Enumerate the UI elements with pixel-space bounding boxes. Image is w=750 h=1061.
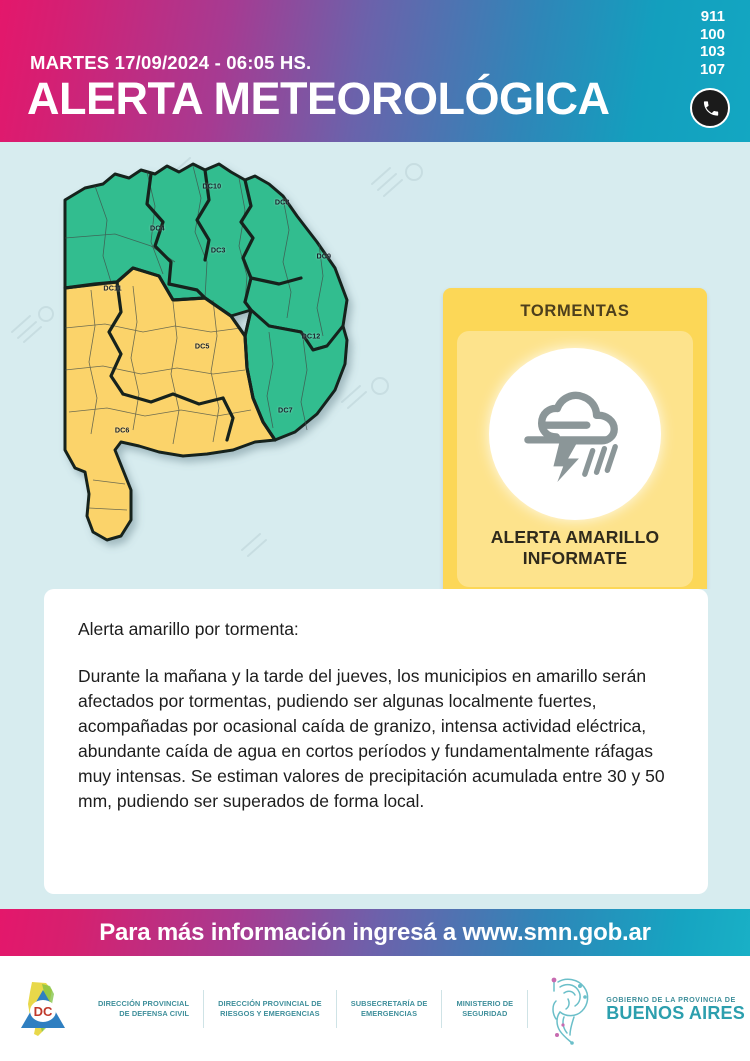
- header-banner: [0, 0, 750, 142]
- page-title: ALERTA METEOROLÓGICA: [27, 73, 610, 124]
- watermark-decor: [370, 156, 428, 208]
- phone-icon: [690, 88, 730, 128]
- footer-bar: [0, 956, 750, 1061]
- alert-level-line2: INFORMATE: [522, 548, 628, 569]
- description-paragraph: Durante la mañana y la tarde del jueves, los municipios en amarillo serán afectados por tormentas, pudiendo ser algunas localmente fuertes, acompañadas por ocasional caída de granizo, intensa actividad eléctrica, abundante caída de agua en cortos períodos y fundamentalmente ráfagas muy intensas. Se estiman valores de precipitación acumulada entre 30 y 50 mm, pudiendo ser superados de forma local.: [78, 665, 665, 811]
- watermark-decor: [8, 302, 58, 348]
- footer-org-line: EMERGENCIAS: [361, 1008, 418, 1018]
- government-logo-block: [544, 973, 745, 1045]
- more-info-bar[interactable]: [0, 909, 750, 956]
- footer-org-line: DIRECCIÓN PROVINCIAL DE: [218, 998, 322, 1008]
- phone-number-107: 107: [699, 61, 725, 79]
- footer-org-riesgos-emergencias: [204, 999, 336, 1019]
- map-label-dc7: DC7: [278, 405, 293, 415]
- alert-level-line1: ALERTA AMARILLO: [490, 527, 660, 547]
- footer-org-line: DIRECCIÓN PROVINCIAL: [98, 998, 190, 1008]
- province-map-svg: [55, 150, 375, 550]
- description-box: [44, 589, 708, 894]
- map-label-dc10: DC10: [202, 181, 222, 191]
- map-label-dc8: DC8: [274, 197, 290, 207]
- more-info-text: Para más información ingresá a www.smn.gob.ar: [99, 918, 651, 946]
- footer-organizations: [84, 990, 528, 1028]
- map-label-dc12: DC12: [301, 331, 321, 341]
- footer-org-line: DE DEFENSA CIVIL: [119, 1008, 190, 1018]
- footer-org-defensa-civil: [84, 999, 203, 1019]
- description-section: [0, 589, 750, 909]
- defensa-civil-logo: [12, 978, 74, 1040]
- emergency-phone-list: [700, 8, 725, 79]
- svg-text:DC: DC: [33, 1003, 53, 1019]
- buenos-aires-province-map[interactable]: [55, 150, 375, 550]
- alert-level-text: [457, 527, 693, 570]
- footer-divider: [527, 990, 528, 1028]
- footer-org-line: RIESGOS Y EMERGENCIAS: [220, 1008, 320, 1018]
- government-logo-text: [606, 995, 745, 1023]
- map-label-dc9: DC9: [316, 251, 332, 261]
- footer-org-ministerio-seguridad: [442, 999, 527, 1019]
- description-lead: Alerta amarillo por tormenta:: [78, 619, 299, 639]
- government-top-line: GOBIERNO DE LA PROVINCIA DE: [606, 994, 736, 1004]
- map-and-alert-section: [0, 142, 750, 589]
- government-bottom-line: BUENOS AIRES: [606, 1002, 745, 1023]
- phone-number-103: 103: [699, 43, 725, 61]
- alert-level-card: [457, 331, 693, 587]
- map-label-dc3: DC3: [210, 245, 226, 255]
- lightning-bolt: [553, 443, 578, 482]
- phone-number-911: 911: [700, 8, 725, 25]
- alert-type-heading: TORMENTAS: [520, 302, 630, 320]
- phone-number-100: 100: [699, 25, 725, 43]
- buenos-aires-province-map-logo: [544, 973, 600, 1045]
- footer-org-line: SUBSECRETARÍA DE: [350, 998, 428, 1008]
- footer-org-line: SEGURIDAD: [462, 1008, 508, 1018]
- footer-org-subsecretaria-emergencias: [337, 999, 442, 1019]
- footer-org-line: MINISTERIO DE: [456, 998, 514, 1008]
- map-label-dc4: DC4: [150, 223, 165, 233]
- map-label-dc5: DC5: [194, 341, 210, 351]
- map-label-dc6: DC6: [114, 425, 130, 435]
- map-label-dc11: DC11: [103, 283, 122, 293]
- storm-cloud-lightning-rain-icon: [489, 348, 661, 520]
- alert-datetime: MARTES 17/09/2024 - 06:05 HS.: [30, 52, 312, 73]
